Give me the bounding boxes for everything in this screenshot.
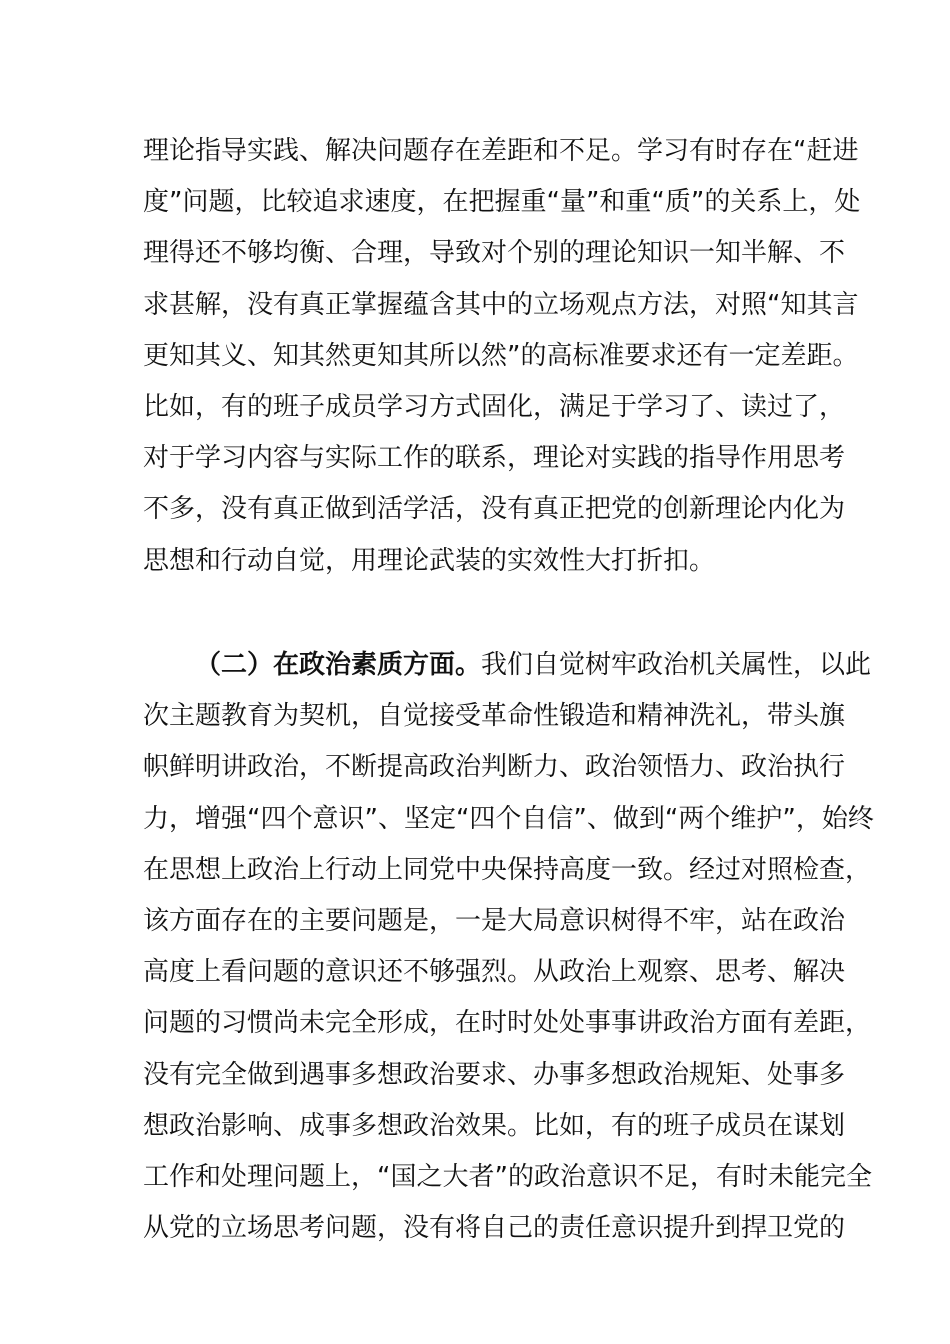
paragraph-theory-study xyxy=(143,126,861,587)
text-line: 工作和处理问题上，“国之大者”的政治意识不足，有时未能完全 xyxy=(143,1161,872,1192)
text-line: 高度上看问题的意识还不够强烈。从政治上观察、思考、解决 xyxy=(143,957,846,988)
text-line: 从党的立场思考问题，没有将自己的责任意识提升到捍卫党的 xyxy=(143,1213,846,1244)
section-heading: （二）在政治素质方面。 xyxy=(195,650,482,680)
text-line: 没有完全做到遇事多想政治要求、办事多想政治规矩、处事多 xyxy=(143,1059,846,1090)
text-line: 想政治影响、成事多想政治效果。比如，有的班子成员在谋划 xyxy=(143,1110,846,1141)
text-line: 不多，没有真正做到活学活，没有真正把党的创新理论内化为 xyxy=(143,494,846,525)
text-line: 次主题教育为契机，自觉接受革命性锻造和精神洗礼，带头旗 xyxy=(143,701,846,732)
text-line: 该方面存在的主要问题是，一是大局意识树得不牢，站在政治 xyxy=(143,905,846,936)
text-run: 我们自觉树牢政治机关属性，以此 xyxy=(481,650,872,680)
text-line: 力，增强“四个意识”、坚定“四个自信”、做到“两个维护”，始终 xyxy=(143,803,874,834)
text-line: 理得还不够均衡、合理，导致对个别的理论知识一知半解、不 xyxy=(143,238,846,269)
paragraph-first-line xyxy=(143,640,872,691)
text-line: 对于学习内容与实际工作的联系，理论对实践的指导作用思考 xyxy=(143,443,846,474)
text-line: 度”问题，比较追求速度，在把握重“量”和重“质”的关系上，处 xyxy=(143,187,861,218)
paragraph-political-quality xyxy=(143,640,874,1254)
text-line: 比如，有的班子成员学习方式固化，满足于学习了、读过了， xyxy=(143,391,846,422)
text-line: 帜鲜明讲政治，不断提高政治判断力、政治领悟力、政治执行 xyxy=(143,752,846,783)
text-line: 更知其义、知其然更知其所以然”的高标准要求还有一定差距。 xyxy=(143,340,859,371)
text-line: 理论指导实践、解决问题存在差距和不足。学习有时存在“赶进 xyxy=(143,136,859,166)
text-line: 在思想上政治上行动上同党中央保持高度一致。经过对照检查， xyxy=(143,854,872,885)
text-line: 问题的习惯尚未完全形成，在时时处处事事讲政治方面有差距， xyxy=(143,1008,872,1039)
text-line: 思想和行动自觉，用理论武装的实效性大打折扣。 xyxy=(143,545,716,576)
text-line: 求甚解，没有真正掌握蕴含其中的立场观点方法，对照“知其言 xyxy=(143,289,859,320)
